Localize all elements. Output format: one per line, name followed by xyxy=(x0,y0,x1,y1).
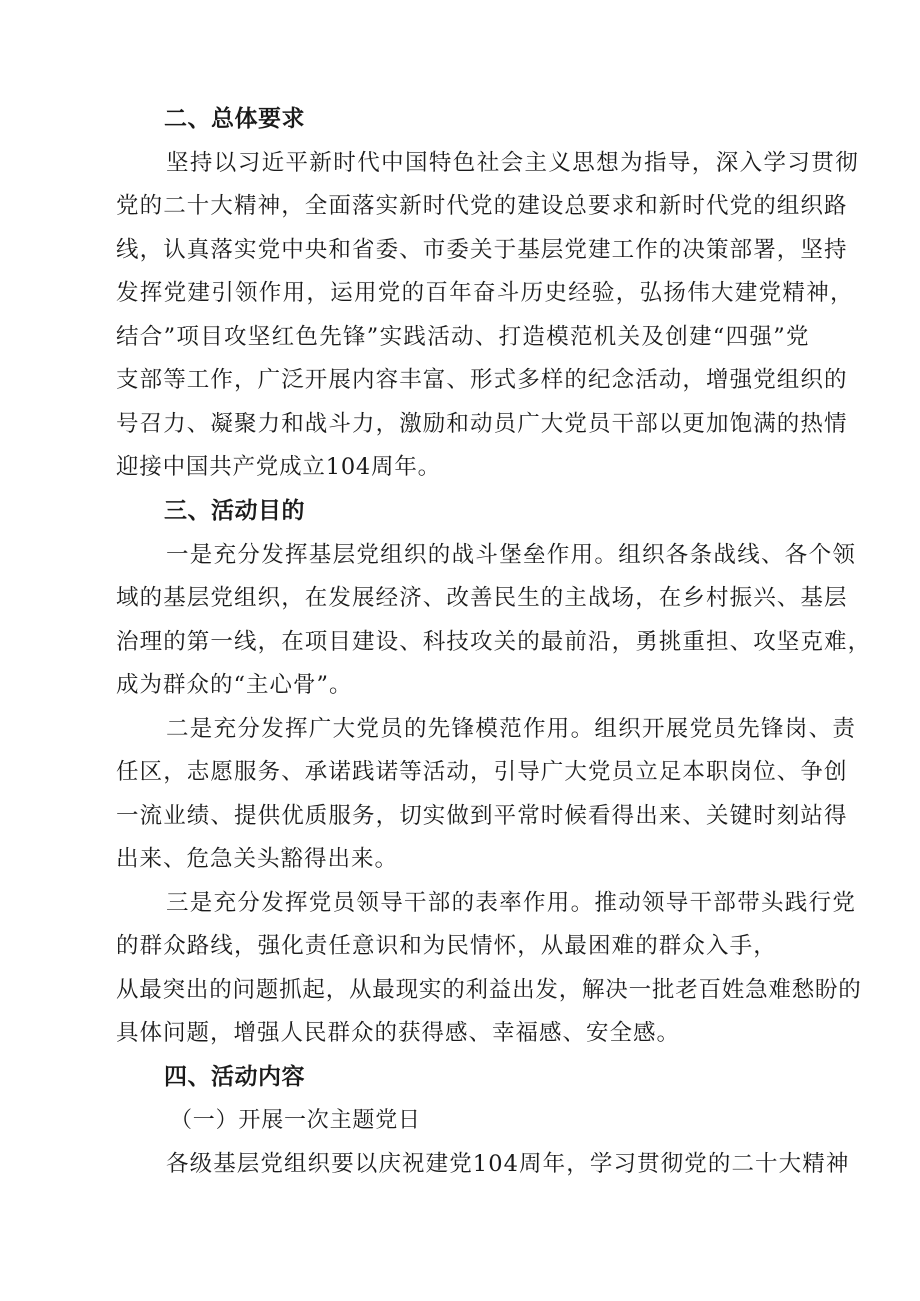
paragraph-line: 号召力、凝聚力和战斗力，激励和动员广大党员干部以更加饱满的热情 xyxy=(116,411,848,437)
paragraph-line: 党的二十大精神，全面落实新时代党的建设总要求和新时代党的组织路 xyxy=(116,193,848,219)
subsection-heading-theme-party-day: （一）开展一次主题党日 xyxy=(170,1108,421,1133)
paragraph-line: 任区，志愿服务、承诺践诺等活动，引导广大党员立足本职岗位、争创 xyxy=(116,759,848,785)
paragraph-line: 各级基层党组织要以庆祝建党104周年，学习贯彻党的二十大精神 xyxy=(166,1151,850,1177)
paragraph-line: 从最突出的问题抓起，从最现实的利益出发，解决一批老百姓急难愁盼的 xyxy=(116,977,862,1003)
paragraph-line: 出来、危急关头豁得出来。 xyxy=(116,846,399,872)
paragraph-line: 的群众路线，强化责任意识和为民情怀，从最困难的群众入手， xyxy=(116,933,777,959)
section-heading-overall-requirements: 二、总体要求 xyxy=(164,106,305,132)
paragraph-line: 结合”项目攻坚红色先锋”实践活动、打造模范机关及创建“四强”党 xyxy=(116,324,810,350)
paragraph-line: 一流业绩、提供优质服务，切实做到平常时候看得出来、关键时刻站得 xyxy=(116,803,848,829)
paragraph-line: 二是充分发挥广大党员的先锋模范作用。组织开展党员先锋岗、责 xyxy=(166,716,857,742)
section-heading-activity-purpose: 三、活动目的 xyxy=(164,498,305,524)
section-heading-activity-content: 四、活动内容 xyxy=(164,1064,305,1090)
paragraph-line: 具体问题，增强人民群众的获得感、幸福感、安全感。 xyxy=(116,1020,681,1046)
paragraph-line: 一是充分发挥基层党组织的战斗堡垒作用。组织各条战线、各个领 xyxy=(166,542,857,568)
paragraph-line: 坚持以习近平新时代中国特色社会主义思想为指导，深入学习贯彻 xyxy=(166,150,860,176)
paragraph-line: 成为群众的“主心骨”。 xyxy=(116,672,353,698)
paragraph-line: 线，认真落实党中央和省委、市委关于基层党建工作的决策部署，坚持 xyxy=(116,237,848,263)
paragraph-line: 迎接中国共产党成立104周年。 xyxy=(116,454,441,480)
paragraph-line: 支部等工作，广泛开展内容丰富、形式多样的纪念活动，增强党组织的 xyxy=(116,367,848,393)
paragraph-line: 发挥党建引领作用，运用党的百年奋斗历史经验，弘扬伟大建党精神， xyxy=(116,280,854,306)
paragraph-line: 三是充分发挥党员领导干部的表率作用。推动领导干部带头践行党 xyxy=(166,890,857,916)
paragraph-line: 治理的第一线，在项目建设、科技攻关的最前沿，勇挑重担、攻坚克难， xyxy=(116,629,872,655)
paragraph-line: 域的基层党组织，在发展经济、改善民生的主战场，在乡村振兴、基层 xyxy=(116,585,848,611)
